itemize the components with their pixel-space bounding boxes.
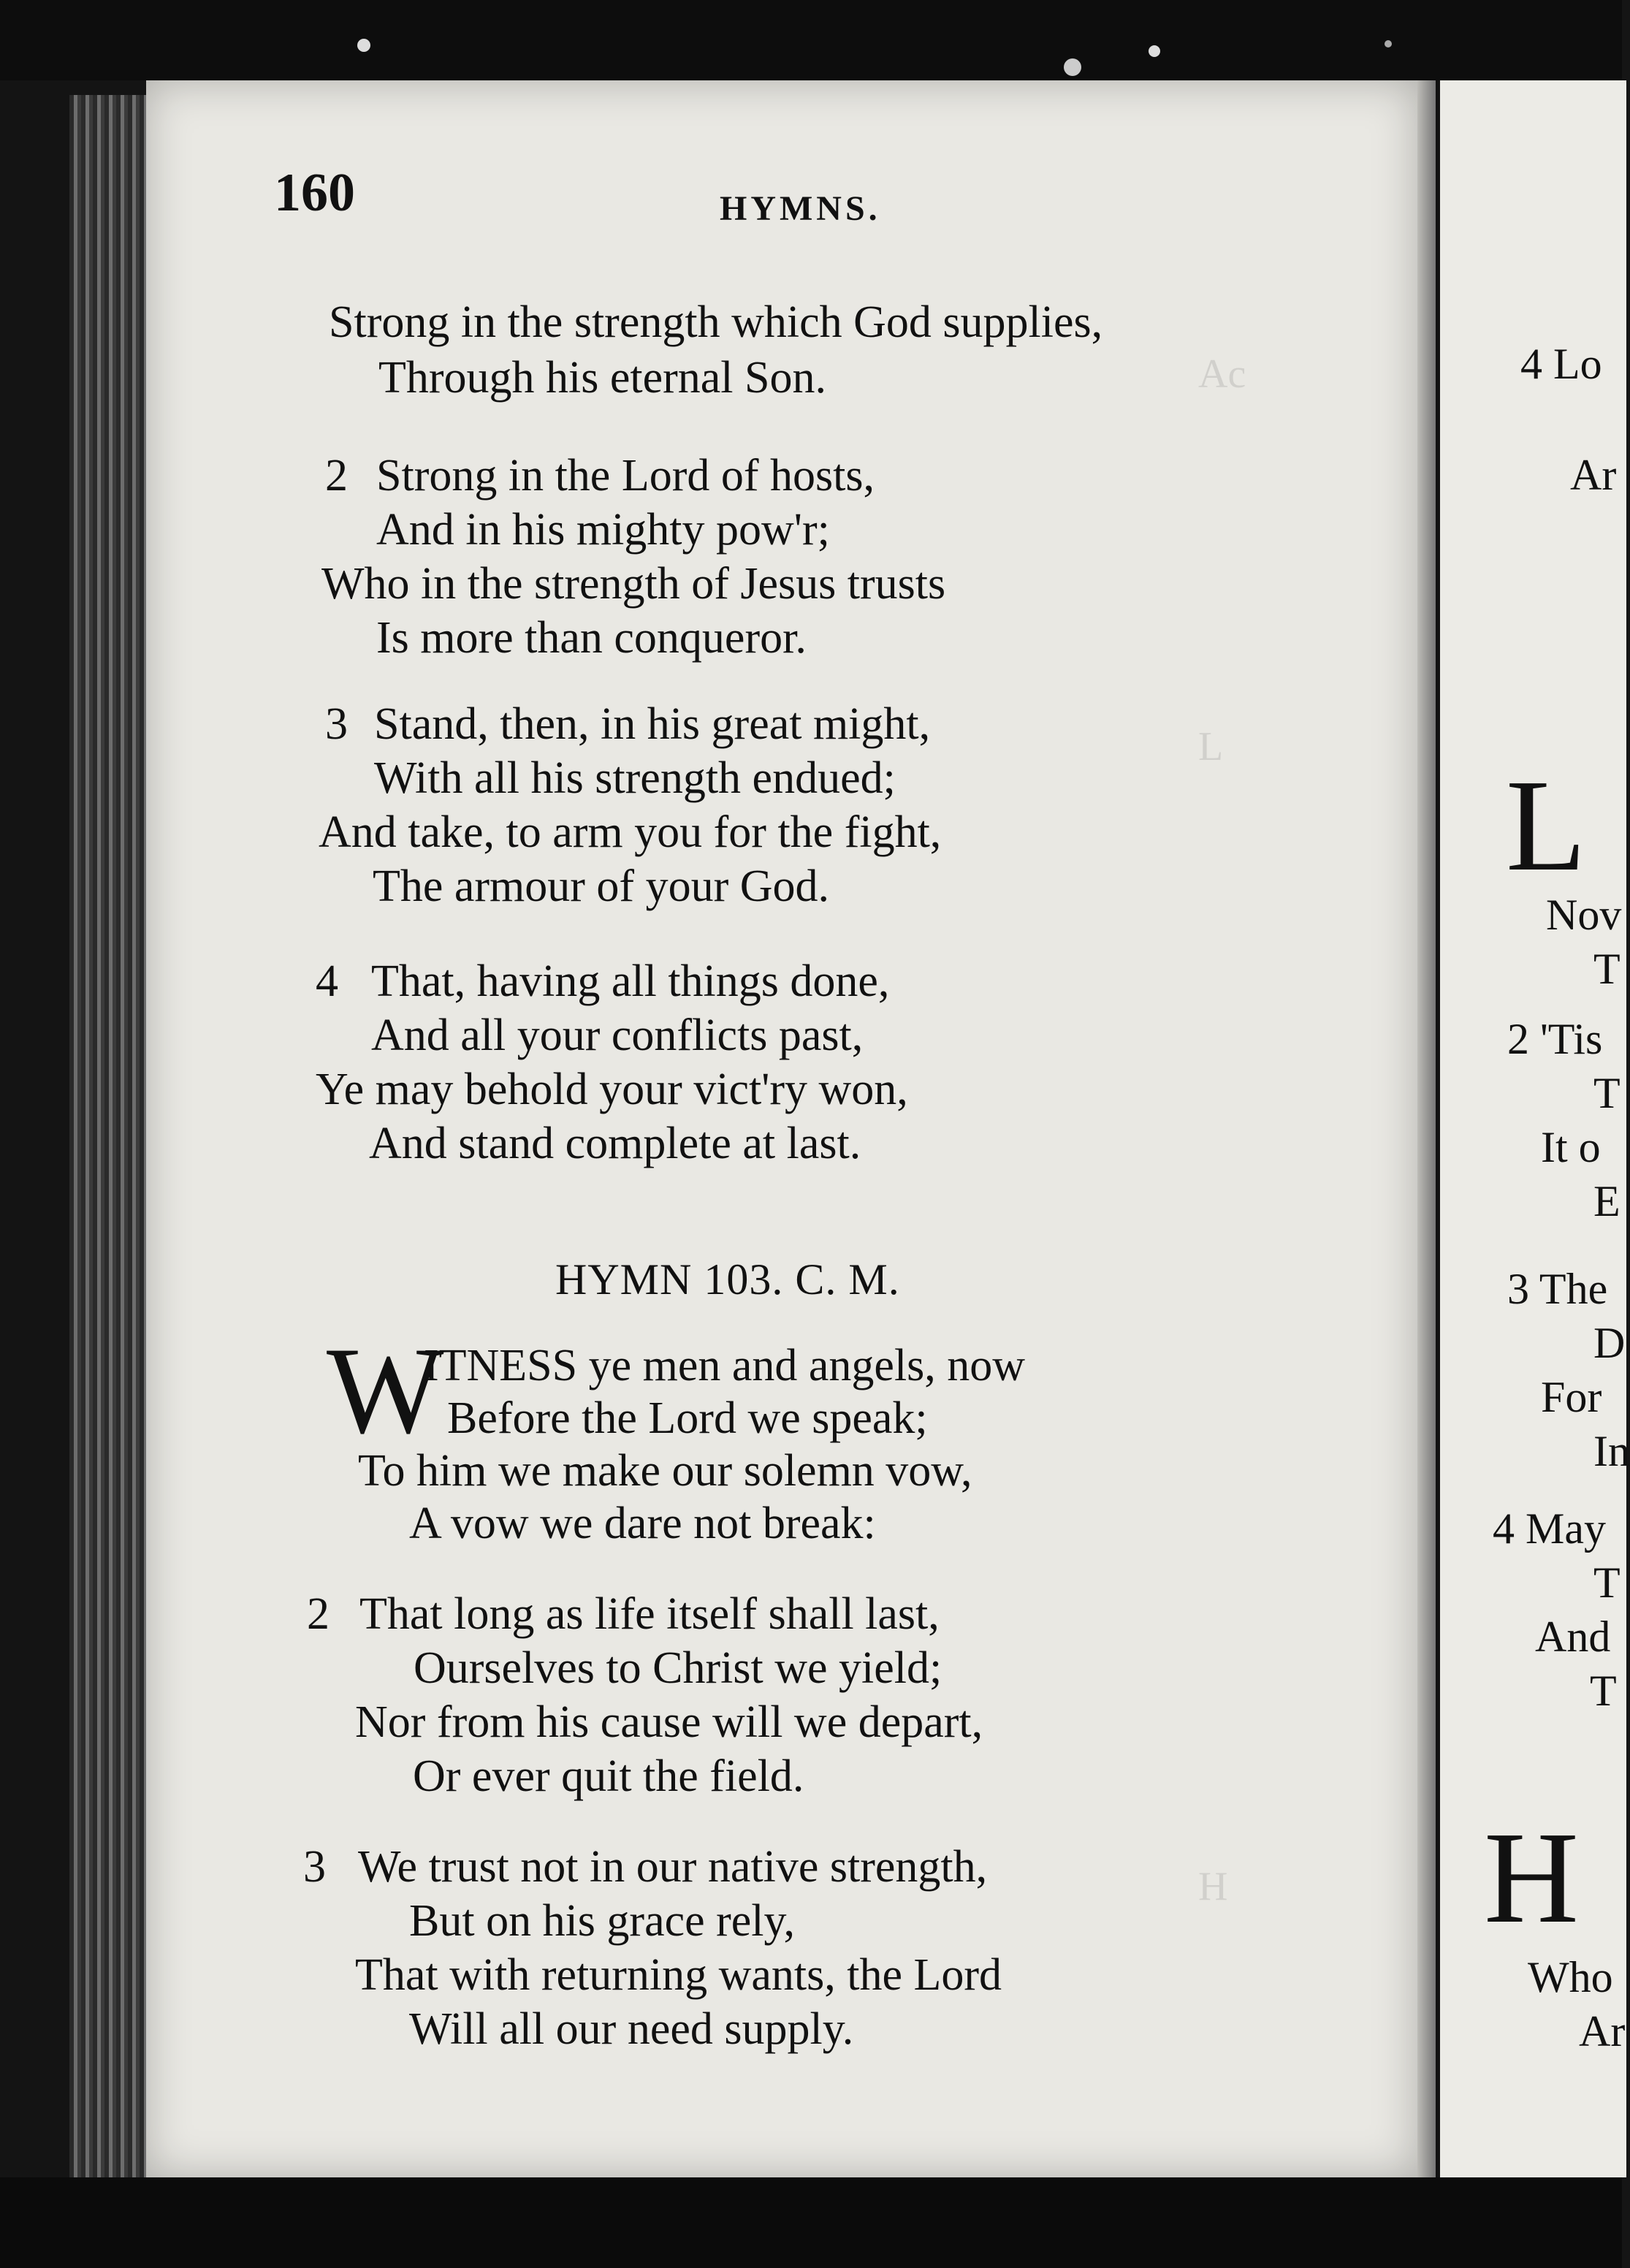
verse-line: Who in the strength of Jesus trusts: [321, 559, 946, 609]
verse-line: But on his grace rely,: [409, 1896, 795, 1946]
fragment: T: [1593, 945, 1621, 993]
fragment: E: [1593, 1177, 1621, 1225]
drop-cap: W: [327, 1322, 444, 1459]
fragment: Who: [1528, 1953, 1613, 2001]
fragment: And: [1535, 1613, 1611, 1661]
fragment: Ar: [1570, 451, 1617, 499]
verse-line: We trust not in our native strength,: [358, 1842, 988, 1892]
fragment: Nov: [1546, 891, 1622, 939]
verse-line: And stand complete at last.: [369, 1119, 861, 1168]
verse-line: ITNESS ye men and angels, now: [424, 1341, 1026, 1390]
verse-line: And in his mighty pow'r;: [376, 505, 830, 555]
running-title: HYMNS.: [720, 189, 881, 228]
hymn-title: HYMN 103. C. M.: [555, 1255, 900, 1304]
show-through-text: H: [1198, 1864, 1228, 1909]
drop-cap: L: [1506, 753, 1586, 898]
fragment: 3 The: [1507, 1265, 1608, 1313]
verse-line: Will all our need supply.: [409, 2004, 854, 2054]
verse-number: 2: [325, 451, 348, 501]
verse-line: Is more than conqueror.: [376, 613, 807, 663]
verse-line: Before the Lord we speak;: [447, 1393, 928, 1443]
verse-line: Or ever quit the field.: [413, 1751, 804, 1801]
verse-number: 3: [303, 1842, 326, 1892]
fragment: In: [1593, 1427, 1630, 1475]
fragment: T: [1593, 1559, 1621, 1607]
verse-number: 4: [316, 956, 338, 1006]
verse-line: Strong in the Lord of hosts,: [376, 451, 875, 501]
verse-line: That long as life itself shall last,: [359, 1589, 940, 1639]
fragment: T: [1593, 1069, 1621, 1117]
fragment: 4 Lo: [1520, 340, 1602, 388]
verse-line: The armour of your God.: [373, 861, 829, 911]
fragment: Ar: [1579, 2007, 1626, 2055]
verse-line: That with returning wants, the Lord: [355, 1950, 1002, 2000]
fragment: 2 'Tis: [1507, 1015, 1603, 1063]
fragment: 4 May: [1493, 1504, 1606, 1553]
verse-line: That, having all things done,: [371, 956, 890, 1006]
gutter: [1417, 80, 1436, 2177]
verse-line: To him we make our solemn vow,: [358, 1446, 972, 1496]
verse-line: Through his eternal Son.: [378, 353, 827, 403]
show-through-text: L: [1198, 724, 1224, 769]
verse-line: A vow we dare not break:: [409, 1499, 876, 1548]
fragment: It o: [1541, 1123, 1601, 1171]
verse-number: 2: [307, 1589, 330, 1639]
fragment: T: [1590, 1667, 1617, 1715]
page-number: 160: [274, 163, 355, 223]
verse-line: Ourselves to Christ we yield;: [414, 1643, 942, 1693]
verse-line: Ye may behold your vict'ry won,: [316, 1065, 908, 1114]
verse-line: And all your conflicts past,: [371, 1011, 864, 1060]
fragment: D: [1593, 1319, 1626, 1367]
verse-line: Nor from his cause will we depart,: [355, 1697, 983, 1747]
fragment: For: [1541, 1373, 1602, 1421]
right-page: [1436, 80, 1630, 2177]
page-edge: [69, 95, 150, 2177]
verse-number: 3: [325, 699, 348, 749]
drop-cap: H: [1484, 1805, 1579, 1950]
show-through-text: Ac: [1198, 351, 1246, 397]
verse-line: Stand, then, in his great might,: [374, 699, 931, 749]
verse-line: And take, to arm you for the fight,: [319, 807, 942, 857]
verse-line: With all his strength endued;: [374, 753, 896, 803]
verse-line: Strong in the strength which God supplies,: [329, 297, 1103, 347]
